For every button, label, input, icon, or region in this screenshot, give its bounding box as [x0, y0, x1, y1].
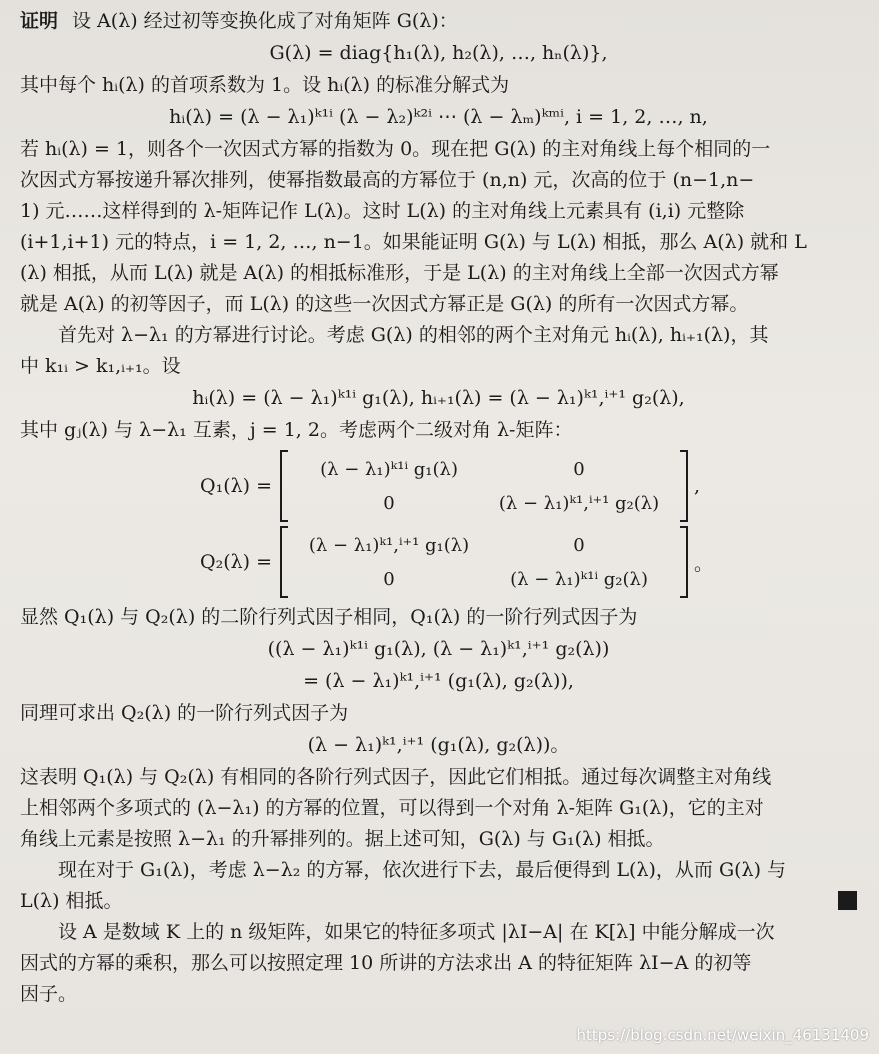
- equation-q2-factor: (λ − λ₁)ᵏ¹,ⁱ⁺¹ (g₁(λ), g₂(λ))。: [307, 734, 570, 756]
- matrix-body: [288, 528, 680, 596]
- text-line: 这表明 Q₁(λ) 与 Q₂(λ) 有相同的各阶行列式因子，因此它们相抵。通过每次调整主对角线: [20, 766, 772, 788]
- watermark-url: https://blog.csdn.net/weixin_46131409: [576, 1026, 869, 1044]
- text-line: 现在对于 G₁(λ)，考虑 λ−λ₂ 的方幂，依次进行下去，最后便得到 L(λ)，从而 G(λ) 与: [58, 859, 787, 881]
- text-line: 1) 元……这样得到的 λ-矩阵记作 L(λ)。这时 L(λ) 的主对角线上元素具有 (i,i) 元整除: [20, 200, 745, 222]
- text-line: 设 A 是数域 K 上的 n 级矩阵，如果它的特征多项式 |λI−A| 在 K[λ] 中能分解成一次: [58, 921, 775, 943]
- text-line: (λ) 相抵，从而 L(λ) 就是 A(λ) 的相抵标准形，于是 L(λ) 的主对角线上全部一次因式方幂: [20, 262, 779, 284]
- text-line-qed: [20, 886, 857, 917]
- text-line: 若 hᵢ(λ) = 1，则各个一次因式方幂的指数为 0。现在把 G(λ) 的主对角线上每个相同的一: [20, 138, 771, 160]
- left-bracket: [280, 526, 288, 598]
- matrix-body: [288, 452, 680, 520]
- matrix-entry: 0: [383, 568, 395, 590]
- text-line: 因式的方幂的乘积，那么可以按照定理 10 所讲的方法求出 A 的特征矩阵 λI−A 的初等: [20, 952, 752, 974]
- proof-label: 证明: [20, 10, 59, 32]
- equation-diag: G(λ) = diag{h₁(λ), h₂(λ), …, hₙ(λ)},: [269, 42, 608, 64]
- matrix-entry: 0: [383, 492, 395, 514]
- matrix-entry: 0: [573, 458, 585, 480]
- equation-factorization: hᵢ(λ) = (λ − λ₁)ᵏ¹ⁱ (λ − λ₂)ᵏ²ⁱ ⋯ (λ − λₘ)ᵏᵐⁱ, i = 1, 2, …, n,: [169, 106, 708, 128]
- matrix-entry: (λ − λ₁)ᵏ¹,ⁱ⁺¹ g₂(λ): [498, 492, 660, 514]
- left-bracket: [280, 450, 288, 522]
- matrix-punct: ,: [694, 475, 701, 497]
- right-bracket: [680, 450, 688, 522]
- text-line: 设 A(λ) 经过初等变换化成了对角矩阵 G(λ)：: [72, 10, 458, 32]
- text-line: 因子。: [20, 983, 78, 1005]
- text-line: 显然 Q₁(λ) 与 Q₂(λ) 的二阶行列式因子相同，Q₁(λ) 的一阶行列式因子为: [20, 606, 638, 628]
- matrix-lhs: Q₁(λ) =: [200, 475, 273, 497]
- proof-intro: [20, 6, 857, 37]
- text-line: 上相邻两个多项式的 (λ−λ₁) 的方幂的位置，可以得到一个对角 λ-矩阵 G₁(λ)，它的主对: [20, 797, 764, 819]
- text-line: 同理可求出 Q₂(λ) 的一阶行列式因子为: [20, 702, 349, 724]
- matrix-q1: [200, 450, 857, 522]
- matrix-entry: 0: [573, 534, 585, 556]
- text-line: 就是 A(λ) 的初等因子，而 L(λ) 的这些一次因式方幂正是 G(λ) 的所有一次因式方幂。: [20, 293, 749, 315]
- equation-hi: hᵢ(λ) = (λ − λ₁)ᵏ¹ⁱ g₁(λ), hᵢ₊₁(λ) = (λ − λ₁)ᵏ¹,ⁱ⁺¹ g₂(λ),: [192, 387, 685, 409]
- text-line: 其中 gⱼ(λ) 与 λ−λ₁ 互素，j = 1, 2。考虑两个二级对角 λ-矩阵：: [20, 419, 573, 441]
- text-line: 中 k₁ᵢ > k₁,ᵢ₊₁。设: [20, 355, 181, 377]
- matrix-punct: 。: [694, 552, 714, 575]
- text-line: 首先对 λ−λ₁ 的方幂进行讨论。考虑 G(λ) 的相邻的两个主对角元 hᵢ(λ), hᵢ₊₁(λ)，其: [58, 324, 769, 346]
- text-line: 角线上元素是按照 λ−λ₁ 的升幂排列的。据上述可知，G(λ) 与 G₁(λ) 相抵。: [20, 828, 665, 850]
- matrix-q2: [200, 526, 857, 598]
- matrix-entry: (λ − λ₁)ᵏ¹ⁱ g₂(λ): [510, 568, 648, 590]
- qed-square-icon: [838, 891, 857, 910]
- matrix-entry: (λ − λ₁)ᵏ¹,ⁱ⁺¹ g₁(λ): [308, 534, 470, 556]
- equation-gcd-result: = (λ − λ₁)ᵏ¹,ⁱ⁺¹ (g₁(λ), g₂(λ)),: [303, 670, 574, 692]
- text-line: 其中每个 hᵢ(λ) 的首项系数为 1。设 hᵢ(λ) 的标准分解式为: [20, 74, 510, 96]
- right-bracket: [680, 526, 688, 598]
- equation-gcd: ((λ − λ₁)ᵏ¹ⁱ g₁(λ), (λ − λ₁)ᵏ¹,ⁱ⁺¹ g₂(λ)): [267, 638, 610, 660]
- text-line: 次因式方幂按递升幂次排列，使幂指数最高的方幂位于 (n,n) 元，次高的位于 (n−1,n−: [20, 169, 755, 191]
- matrix-entry: (λ − λ₁)ᵏ¹ⁱ g₁(λ): [320, 458, 458, 480]
- text-line: (i+1,i+1) 元的特点，i = 1, 2, …, n−1。如果能证明 G(λ) 与 L(λ) 相抵，那么 A(λ) 就和 L: [20, 231, 807, 253]
- matrix-lhs: Q₂(λ) =: [200, 551, 273, 573]
- text-line: L(λ) 相抵。: [20, 890, 123, 912]
